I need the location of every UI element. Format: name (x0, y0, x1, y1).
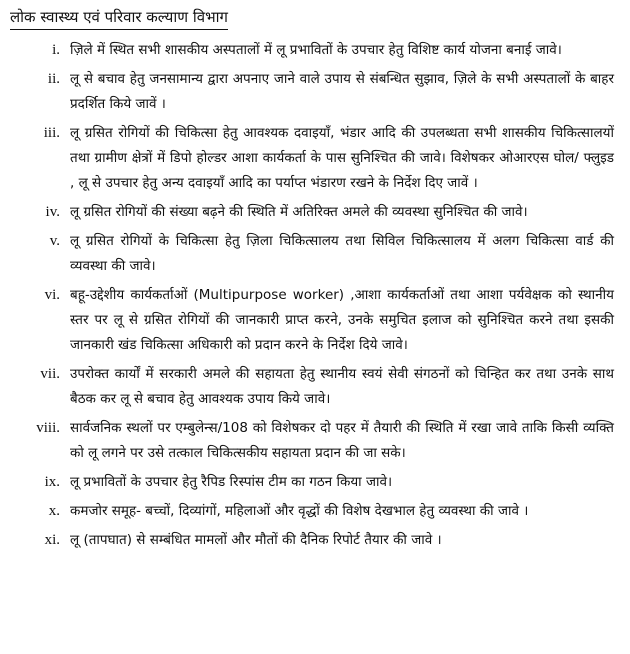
item-number: viii. (36, 420, 60, 436)
list-item (10, 416, 620, 466)
list-item (10, 38, 620, 63)
item-number: iv. (45, 204, 60, 220)
item-text: लू ग्रसित रोगियों की संख्या बढ़ने की स्थिति में अतिरिक्त अमले की व्यवस्था सुनिश्चित की जावे। (70, 204, 528, 220)
item-text: लू ग्रसित रोगियों की चिकित्सा हेतु आवश्यक दवाइयाँ, भंडार आदि की उपलब्धता सभी शासकीय चिकित्सालयों तथा ग्रामीण क्षेत्रों में डिपो होल्डर आशा कार्यकर्ता के पास सुनिश्चित की जावे। विशेषकर ओआरएस घोल/ फ्लुइड , लू से उपचार हेतु अन्य दवाइयाँ आदि का पर्याप्त भंडारण रखने के निर्देश दिए जावें । (70, 125, 614, 191)
list-item (10, 362, 620, 412)
item-number: vii. (40, 366, 60, 382)
item-text: लू (तापघात) से सम्बंधित मामलों और मौतों की दैनिक रिपोर्ट तैयार की जावे । (70, 532, 442, 548)
item-text: लू ग्रसित रोगियों के चिकित्सा हेतु ज़िला चिकित्सालय तथा सिविल चिकित्सालय में अलग चिकित्सा वार्ड की व्यवस्था की जावे। (70, 233, 614, 274)
item-text: उपरोक्त कार्यों में सरकारी अमले की सहायता हेतु स्थानीय स्वयं सेवी संगठनों को चिन्हित कर तथा उनके साथ बैठक कर लू से बचाव हेतु आवश्यक उपाय किये जावे। (70, 366, 614, 407)
item-number: ix. (44, 474, 60, 490)
item-text: सार्वजनिक स्थलों पर एम्बुलेन्स/108 को विशेषकर दो पहर में तैयारी की स्थिति में रखा जावे ताकि किसी व्यक्ति को लू लगने पर उसे तत्काल चिकित्सकीय सहायता प्रदान की जा सके। (70, 420, 614, 461)
item-number: iii. (43, 125, 60, 141)
list-item (10, 499, 620, 524)
item-text: बहू-उद्देशीय कार्यकर्ताओं (Multipurpose worker) ,आशा कार्यकर्ताओं तथा आशा पर्यवेक्षक को स्थानीय स्तर पर लू से ग्रसित रोगियों की जानकारी प्राप्त करने, उनके समुचित इलाज को सुनिश्चित करने तथा इसकी जानकारी खंड चिकित्सा अधिकारी को प्रदान करने के निर्देश दिये जावे। (70, 287, 614, 353)
item-number: v. (49, 233, 60, 249)
item-number: ii. (47, 71, 60, 87)
list-item (10, 283, 620, 358)
list-item (10, 200, 620, 225)
list-item (10, 67, 620, 117)
directive-list (10, 38, 620, 553)
list-item (10, 121, 620, 196)
item-number: vi. (44, 287, 60, 303)
list-item (10, 470, 620, 495)
list-item (10, 528, 620, 553)
item-text: लू प्रभावितों के उपचार हेतु रैपिड रिस्पांस टीम का गठन किया जावे। (70, 474, 393, 490)
item-text: कमजोर समूह- बच्चों, दिव्यांगों, महिलाओं और वृद्धों की विशेष देखभाल हेतु व्यवस्था की जावे । (70, 503, 529, 519)
list-item (10, 229, 620, 279)
item-number: x. (48, 503, 60, 519)
section-heading: लोक स्वास्थ्य एवं परिवार कल्याण विभाग (10, 6, 228, 30)
item-text: लू से बचाव हेतु जनसामान्य द्वारा अपनाए जाने वाले उपाय से संबन्धित सुझाव, ज़िले के सभी अस्पतालों के बाहर प्रदर्शित किये जावें । (70, 71, 614, 112)
item-text: ज़िले में स्थित सभी शासकीय अस्पतालों में लू प्रभावितों के उपचार हेतु विशिष्ट कार्य योजना बनाई जावे। (70, 42, 562, 58)
item-number: xi. (44, 532, 60, 548)
item-number: i. (52, 42, 60, 58)
